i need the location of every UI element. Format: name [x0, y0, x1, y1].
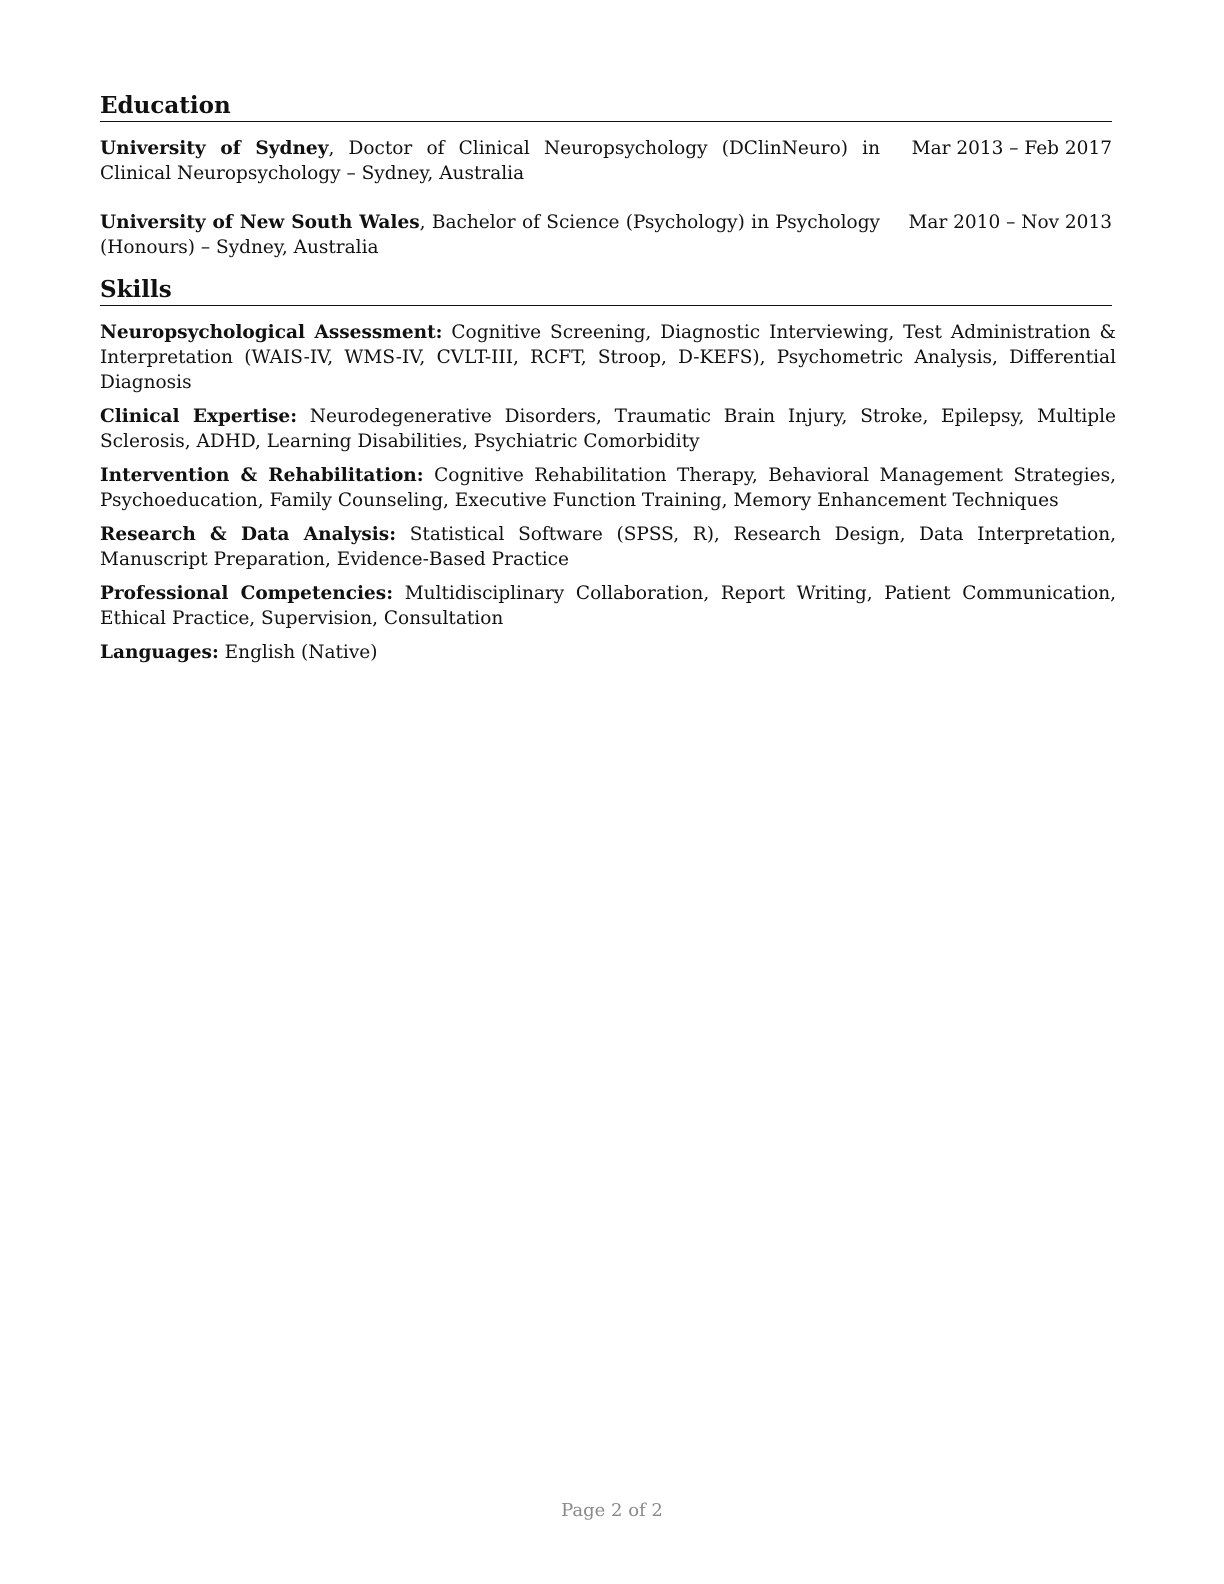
- skill-row: [100, 320, 1116, 395]
- skill-label: Clinical Expertise:: [100, 406, 298, 427]
- skill-value: Cognitive Rehabilitation Therapy, Behavioral Management Strategies, Psychoeducation, Family Counseling, Executive Function Training, Memory Enhancement Techniques: [100, 465, 1116, 511]
- skill-value: English (Native): [218, 642, 378, 663]
- education-dates: Mar 2010 – Nov 2013: [908, 212, 1112, 233]
- education-institution: University of Sydney: [100, 138, 329, 159]
- skill-row: [100, 463, 1116, 513]
- education-dates: Mar 2013 – Feb 2017: [911, 138, 1112, 159]
- skill-value: Neurodegenerative Disorders, Traumatic Brain Injury, Stroke, Epilepsy, Multiple Sclerosis, ADHD, Learning Disabilities, Psychiatric Comorbidity: [100, 406, 1117, 452]
- skills-list: [100, 320, 1116, 665]
- skill-value: Multidisciplinary Collaboration, Report Writing, Patient Communication, Ethical Practice, Supervision, Consultation: [100, 583, 1117, 629]
- skill-label: Neuropsychological Assessment:: [100, 322, 443, 343]
- education-heading: Education: [100, 92, 1112, 122]
- resume-page: [100, 92, 1117, 674]
- education-entry-text: [100, 210, 880, 260]
- education-entry: [100, 210, 1112, 260]
- education-details: , Doctor of Clinical Neuropsychology (DClinNeuro) in Clinical Neuropsychology – Sydney, Australia: [100, 138, 880, 184]
- skills-section: [100, 276, 1117, 665]
- skill-value: Cognitive Screening, Diagnostic Interviewing, Test Administration & Interpretation (WAIS-IV, WMS-IV, CVLT-III, RCFT, Stroop, D-KEFS), Psychometric Analysis, Differential Diagnosis: [100, 322, 1116, 393]
- education-details: , Bachelor of Science (Psychology) in Psychology (Honours) – Sydney, Australia: [100, 212, 880, 258]
- education-section: [100, 92, 1112, 260]
- skill-label: Languages:: [100, 642, 219, 663]
- skill-label: Intervention & Rehabilitation:: [100, 465, 424, 486]
- skill-row: [100, 581, 1116, 631]
- page-number: Page 2 of 2: [561, 1500, 663, 1521]
- skill-row: [100, 640, 1116, 665]
- skill-row: [100, 404, 1116, 454]
- skill-label: Professional Competencies:: [100, 583, 394, 604]
- education-institution: University of New South Wales: [100, 212, 420, 233]
- education-entry: [100, 136, 1112, 186]
- education-list: [100, 136, 1112, 260]
- skill-label: Research & Data Analysis:: [100, 524, 397, 545]
- skill-value: Statistical Software (SPSS, R), Research Design, Data Interpretation, Manuscript Preparation, Evidence-Based Practice: [100, 524, 1117, 570]
- skill-row: [100, 522, 1116, 572]
- skills-heading: Skills: [100, 276, 1112, 306]
- education-entry-text: [100, 136, 880, 186]
